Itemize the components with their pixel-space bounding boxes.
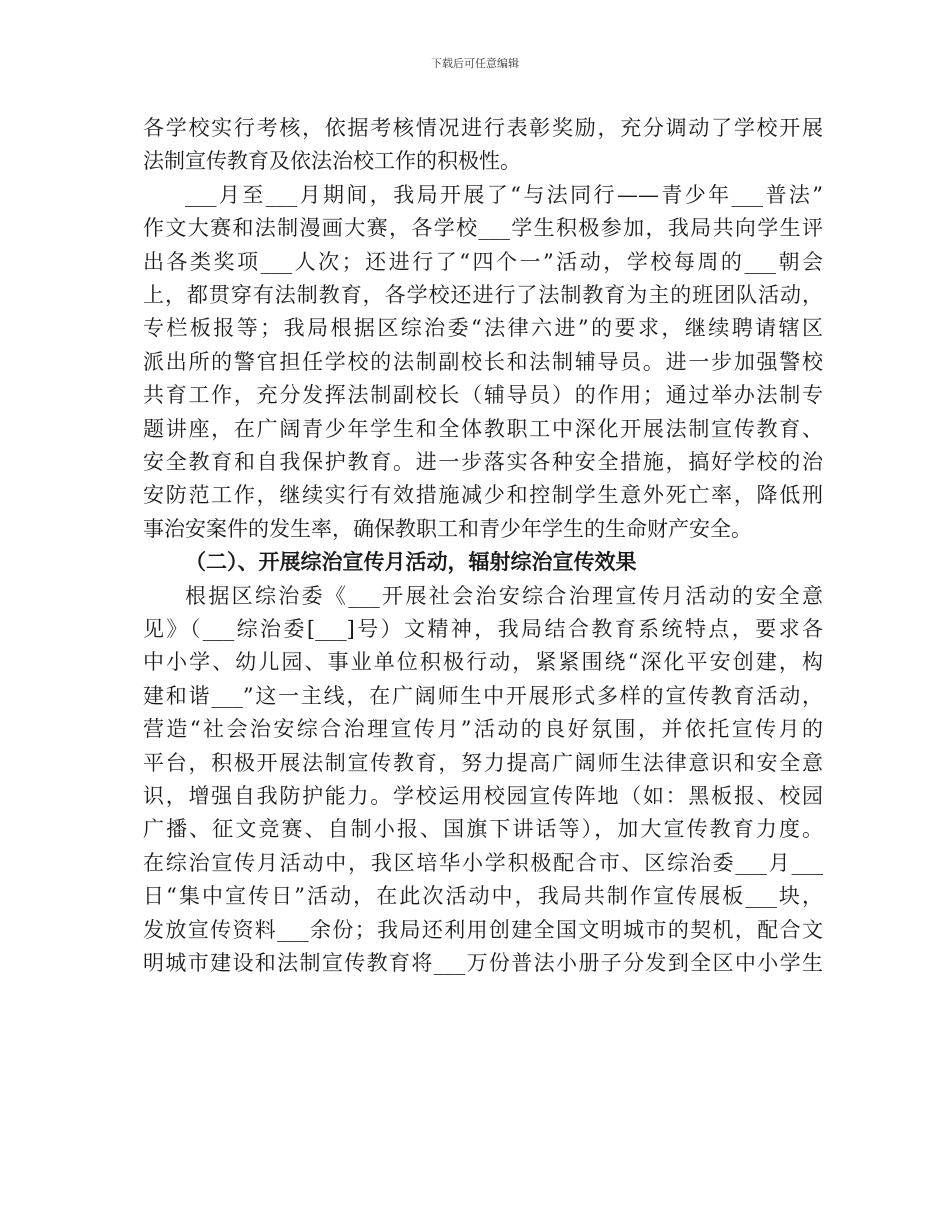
text-line: 专栏板报等；我局根据区综治委“法律六进”的要求，继续聘请辖区 <box>143 316 823 341</box>
text-line: 广播、征文竞赛、自制小报、国旗下讲话等），加大宣传教育力度。 <box>143 817 823 842</box>
text-line: 事治安案件的发生率，确保教职工和青少年学生的生命财产安全。 <box>143 516 752 541</box>
section-heading: （二）、开展综治宣传月活动，辐射综治宣传效果 <box>185 549 637 575</box>
text-line: 出各类奖项___人次；还进行了“四个一”活动，学校每周的___朝会 <box>143 249 823 274</box>
text-line: 安全教育和自我保护教育。进一步落实各种安全措施，搞好学校的治 <box>143 450 823 474</box>
text-line: 发放宣传资料___余份；我局还利用创建全国文明城市的契机，配合文 <box>143 917 823 942</box>
text-line: 作文大赛和法制漫画大赛，各学校___学生积极参加，我局共向学生评 <box>143 216 823 241</box>
page-header: 下载后可任意编辑 <box>431 57 519 70</box>
text-line: 派出所的警官担任学校的法制副校长和法制辅导员。进一步加强警校 <box>143 349 823 374</box>
text-line: 安防范工作，继续实行有效措施减少和控制学生意外死亡率，降低刑 <box>143 483 823 508</box>
text-line: 上，都贯穿有法制教育，各学校还进行了法制教育为主的班团队活动， <box>143 283 823 307</box>
text-line: 共育工作，充分发挥法制副校长（辅导员）的作用；通过举办法制专 <box>143 383 823 408</box>
text-line: 识，增强自我防护能力。学校运用校园宣传阵地（如：黑板报、校园 <box>143 784 823 808</box>
text-line: 题讲座，在广阔青少年学生和全体教职工中深化开展法制宣传教育、 <box>143 416 823 441</box>
text-line: 法制宣传教育及依法治校工作的积极性。 <box>143 149 521 174</box>
text-line: 营造“社会治安综合治理宣传月”活动的良好氛围，并依托宣传月的 <box>143 717 823 742</box>
text-line: 明城市建设和法制宣传教育将___万份普法小册子分发到全区中小学生 <box>143 951 823 975</box>
text-line: 见》（___综治委[___]号）文精神，我局结合教育系统特点，要求各 <box>143 617 823 641</box>
text-line: ___月至___月期间，我局开展了“与法同行——青少年___普法” <box>185 182 823 207</box>
text-line: 平台，积极开展法制宣传教育，努力提高广阔师生法律意识和安全意 <box>143 750 823 775</box>
text-line: 日“集中宣传日”活动，在此次活动中，我局共制作宣传展板___块， <box>143 884 823 909</box>
text-line: 建和谐___”这一主线，在广阔师生中开展形式多样的宣传教育活动， <box>143 683 823 708</box>
text-line: 中小学、幼儿园、事业单位积极行动，紧紧围绕“深化平安创建，构 <box>143 650 823 675</box>
text-line: 根据区综治委《___开展社会治安综合治理宣传月活动的安全意 <box>185 583 823 608</box>
text-line: 各学校实行考核，依据考核情况进行表彰奖励，充分调动了学校开展 <box>143 116 823 140</box>
text-line: 在综治宣传月活动中，我区培华小学积极配合市、区综治委___月___ <box>143 850 823 875</box>
